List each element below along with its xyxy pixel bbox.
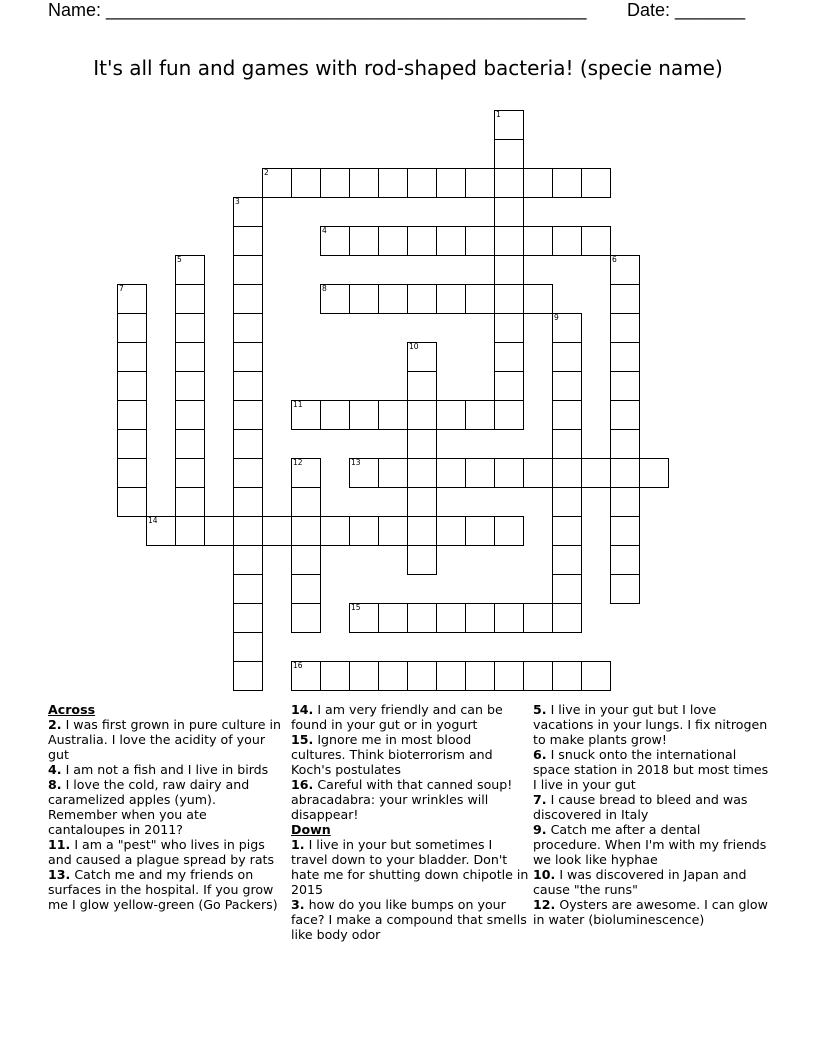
- down-clue: [533, 867, 771, 897]
- grid-cell[interactable]: [378, 284, 408, 314]
- grid-cell[interactable]: [233, 197, 263, 227]
- down-clue: [533, 897, 771, 927]
- grid-cell[interactable]: [581, 661, 611, 691]
- grid-cell[interactable]: [146, 516, 176, 546]
- grid-cell[interactable]: [175, 371, 205, 401]
- across-clue: [48, 777, 286, 837]
- grid-cell[interactable]: [349, 603, 379, 633]
- clue-text: I live in your but sometimes I travel down to your bladder. Don't hate me for shutting down chipotle in 2015: [291, 837, 529, 897]
- clue-text: I snuck onto the international space station in 2018 but most times I live in your gut: [533, 747, 769, 792]
- grid-cell[interactable]: [291, 487, 321, 517]
- grid-cell[interactable]: [465, 458, 495, 488]
- grid-cell[interactable]: [378, 226, 408, 256]
- grid-cell[interactable]: [639, 458, 669, 488]
- grid-cell[interactable]: [233, 342, 263, 372]
- grid-cell[interactable]: [610, 516, 640, 546]
- grid-cell[interactable]: [552, 458, 582, 488]
- clue-column-3: [533, 702, 771, 927]
- grid-cell[interactable]: [233, 458, 263, 488]
- grid-cell[interactable]: [552, 400, 582, 430]
- clue-text: I was first grown in pure culture in Australia. I love the acidity of your gut: [48, 717, 281, 762]
- across-clue: [48, 867, 286, 912]
- grid-cell[interactable]: [465, 516, 495, 546]
- grid-cell[interactable]: [436, 458, 466, 488]
- clue-num: 1.: [291, 837, 305, 852]
- grid-cell[interactable]: [175, 429, 205, 459]
- grid-cell[interactable]: [552, 487, 582, 517]
- clue-text: Oysters are awesome. I can glow in water (bioluminescence): [533, 897, 768, 927]
- grid-cell[interactable]: [552, 342, 582, 372]
- down-clue: [533, 792, 771, 822]
- clue-number: 13: [351, 458, 361, 467]
- grid-cell[interactable]: [117, 400, 147, 430]
- clue-number: 10: [409, 342, 419, 351]
- clue-num: 9.: [533, 822, 547, 837]
- clue-text: how do you like bumps on your face? I make a compound that smells like body odor: [291, 897, 527, 942]
- grid-cell[interactable]: [349, 226, 379, 256]
- grid-cell[interactable]: [436, 400, 466, 430]
- clue-num: 14.: [291, 702, 314, 717]
- grid-cell[interactable]: [233, 400, 263, 430]
- clue-number: 6: [612, 255, 617, 264]
- grid-cell[interactable]: [175, 284, 205, 314]
- clue-text: I am a "pest" who lives in pigs and caused a plague spread by rats: [48, 837, 275, 867]
- date-field[interactable]: Date: _______: [627, 0, 746, 20]
- grid-cell[interactable]: [378, 603, 408, 633]
- clue-num: 10.: [533, 867, 556, 882]
- clue-number: 3: [235, 197, 240, 206]
- grid-cell[interactable]: [233, 545, 263, 575]
- across-clue: [291, 777, 529, 822]
- grid-cell[interactable]: [610, 313, 640, 343]
- clue-text: Catch me after a dental procedure. When I'm with my friends we look like hyphae: [533, 822, 767, 867]
- down-clue: [533, 822, 771, 867]
- grid-cell[interactable]: [494, 226, 524, 256]
- grid-cell[interactable]: [610, 284, 640, 314]
- grid-cell[interactable]: [175, 313, 205, 343]
- grid-cell[interactable]: [552, 516, 582, 546]
- clue-text: Careful with that canned soup! abracadabra: your wrinkles will disappear!: [291, 777, 513, 822]
- clue-number: 1: [496, 110, 501, 119]
- across-clue: [291, 702, 529, 732]
- grid-cell[interactable]: [117, 458, 147, 488]
- down-heading: Down: [291, 822, 331, 837]
- clue-number: 16: [293, 661, 303, 670]
- grid-cell[interactable]: [291, 661, 321, 691]
- clue-num: 7.: [533, 792, 547, 807]
- clue-text: I cause bread to bleed and was discovered in Italy: [533, 792, 748, 822]
- grid-cell[interactable]: [494, 603, 524, 633]
- grid-cell[interactable]: [320, 516, 350, 546]
- grid-cell[interactable]: [407, 458, 437, 488]
- grid-cell[interactable]: [320, 284, 350, 314]
- down-clue: [291, 837, 529, 897]
- grid-cell[interactable]: [610, 458, 640, 488]
- grid-cell[interactable]: [117, 342, 147, 372]
- grid-cell[interactable]: [233, 429, 263, 459]
- grid-cell[interactable]: [407, 661, 437, 691]
- grid-cell[interactable]: [494, 168, 524, 198]
- grid-cell[interactable]: [407, 516, 437, 546]
- grid-cell[interactable]: [494, 255, 524, 285]
- grid-cell[interactable]: [436, 168, 466, 198]
- grid-cell[interactable]: [320, 168, 350, 198]
- grid-cell[interactable]: [610, 574, 640, 604]
- grid-cell[interactable]: [175, 255, 205, 285]
- grid-cell[interactable]: [233, 574, 263, 604]
- grid-cell[interactable]: [552, 226, 582, 256]
- grid-cell[interactable]: [349, 458, 379, 488]
- grid-cell[interactable]: [436, 603, 466, 633]
- grid-cell[interactable]: [291, 516, 321, 546]
- clue-num: 11.: [48, 837, 71, 852]
- grid-cell[interactable]: [494, 371, 524, 401]
- grid-cell[interactable]: [494, 458, 524, 488]
- grid-cell[interactable]: [233, 255, 263, 285]
- clue-number: 5: [177, 255, 182, 264]
- grid-cell[interactable]: [610, 545, 640, 575]
- grid-cell[interactable]: [494, 342, 524, 372]
- grid-cell[interactable]: [175, 342, 205, 372]
- grid-cell[interactable]: [378, 516, 408, 546]
- grid-cell[interactable]: [494, 139, 524, 169]
- clue-num: 15.: [291, 732, 314, 747]
- down-clue: [533, 702, 771, 747]
- name-field[interactable]: Name: ________________________________________________: [48, 0, 587, 20]
- grid-cell[interactable]: [117, 371, 147, 401]
- grid-cell[interactable]: [523, 603, 553, 633]
- grid-cell[interactable]: [349, 516, 379, 546]
- grid-cell[interactable]: [494, 110, 524, 140]
- clue-number: 9: [554, 313, 559, 322]
- clue-num: 6.: [533, 747, 547, 762]
- grid-cell[interactable]: [291, 458, 321, 488]
- grid-cell[interactable]: [378, 458, 408, 488]
- across-clue: [48, 762, 286, 777]
- grid-cell[interactable]: [610, 400, 640, 430]
- grid-cell[interactable]: [494, 400, 524, 430]
- grid-cell[interactable]: [465, 400, 495, 430]
- grid-cell[interactable]: [436, 516, 466, 546]
- clue-num: 16.: [291, 777, 314, 792]
- grid-cell[interactable]: [407, 603, 437, 633]
- page-title: It's all fun and games with rod-shaped bacteria! (specie name): [93, 56, 723, 80]
- grid-cell[interactable]: [436, 284, 466, 314]
- grid-cell[interactable]: [552, 545, 582, 575]
- grid-cell[interactable]: [378, 168, 408, 198]
- clue-number: 2: [264, 168, 269, 177]
- grid-cell[interactable]: [494, 284, 524, 314]
- grid-cell[interactable]: [175, 516, 205, 546]
- grid-cell[interactable]: [552, 313, 582, 343]
- grid-cell[interactable]: [407, 371, 437, 401]
- grid-cell[interactable]: [349, 168, 379, 198]
- grid-cell[interactable]: [407, 545, 437, 575]
- grid-cell[interactable]: [349, 284, 379, 314]
- grid-cell[interactable]: [233, 226, 263, 256]
- grid-cell[interactable]: [552, 371, 582, 401]
- clue-text: Catch me and my friends on surfaces in the hospital. If you grow me I glow yellow-green (Go Packers): [48, 867, 278, 912]
- grid-cell[interactable]: [610, 429, 640, 459]
- clue-num: 3.: [291, 897, 305, 912]
- grid-cell[interactable]: [494, 313, 524, 343]
- grid-cell[interactable]: [378, 400, 408, 430]
- grid-cell[interactable]: [552, 574, 582, 604]
- grid-cell[interactable]: [291, 603, 321, 633]
- grid-cell[interactable]: [233, 487, 263, 517]
- clue-number: 14: [148, 516, 158, 525]
- grid-cell[interactable]: [552, 603, 582, 633]
- grid-cell[interactable]: [465, 603, 495, 633]
- clue-number: 15: [351, 603, 361, 612]
- grid-cell[interactable]: [610, 255, 640, 285]
- grid-cell[interactable]: [407, 429, 437, 459]
- grid-cell[interactable]: [117, 487, 147, 517]
- grid-cell[interactable]: [175, 458, 205, 488]
- grid-cell[interactable]: [494, 197, 524, 227]
- grid-cell[interactable]: [117, 284, 147, 314]
- grid-cell[interactable]: [233, 371, 263, 401]
- grid-cell[interactable]: [523, 661, 553, 691]
- grid-cell[interactable]: [233, 313, 263, 343]
- grid-cell[interactable]: [233, 284, 263, 314]
- clue-text: Ignore me in most blood cultures. Think bioterrorism and Koch's postulates: [291, 732, 493, 777]
- clue-number: 11: [293, 400, 303, 409]
- grid-cell[interactable]: [204, 516, 234, 546]
- clue-text: I am not a fish and I live in birds: [61, 762, 269, 777]
- grid-cell[interactable]: [407, 342, 437, 372]
- clue-num: 2.: [48, 717, 62, 732]
- grid-cell[interactable]: [610, 487, 640, 517]
- across-clue: [48, 837, 286, 867]
- grid-cell[interactable]: [349, 400, 379, 430]
- down-clue: [533, 747, 771, 792]
- grid-cell[interactable]: [175, 400, 205, 430]
- grid-cell[interactable]: [494, 661, 524, 691]
- clue-num: 4.: [48, 762, 62, 777]
- grid-cell[interactable]: [291, 400, 321, 430]
- grid-cell[interactable]: [465, 226, 495, 256]
- grid-cell[interactable]: [436, 226, 466, 256]
- grid-cell[interactable]: [610, 342, 640, 372]
- grid-cell[interactable]: [436, 661, 466, 691]
- clue-number: 7: [119, 284, 124, 293]
- clue-num: 8.: [48, 777, 62, 792]
- grid-cell[interactable]: [117, 313, 147, 343]
- grid-cell[interactable]: [581, 226, 611, 256]
- grid-cell[interactable]: [610, 371, 640, 401]
- grid-cell[interactable]: [407, 400, 437, 430]
- clue-num: 13.: [48, 867, 71, 882]
- grid-cell[interactable]: [320, 661, 350, 691]
- grid-cell[interactable]: [407, 487, 437, 517]
- clue-number: 12: [293, 458, 303, 467]
- clue-column-2: [291, 702, 529, 942]
- across-clue: [48, 717, 286, 762]
- grid-cell[interactable]: [523, 226, 553, 256]
- grid-cell[interactable]: [407, 284, 437, 314]
- grid-cell[interactable]: [552, 429, 582, 459]
- grid-cell[interactable]: [320, 226, 350, 256]
- grid-cell[interactable]: [233, 632, 263, 662]
- clue-text: I am very friendly and can be found in your gut or in yogurt: [291, 702, 503, 732]
- across-heading: Across: [48, 702, 96, 717]
- clue-number: 8: [322, 284, 327, 293]
- grid-cell[interactable]: [523, 284, 553, 314]
- clue-column-1: [48, 702, 286, 912]
- grid-cell[interactable]: [262, 168, 292, 198]
- grid-cell[interactable]: [407, 168, 437, 198]
- clue-num: 5.: [533, 702, 547, 717]
- grid-cell[interactable]: [407, 226, 437, 256]
- across-clue: [291, 732, 529, 777]
- clue-text: I live in your gut but I love vacations in your lungs. I fix nitrogen to make plants grow!: [533, 702, 768, 747]
- grid-cell[interactable]: [523, 168, 553, 198]
- grid-cell[interactable]: [581, 168, 611, 198]
- grid-cell[interactable]: [581, 458, 611, 488]
- grid-cell[interactable]: [465, 661, 495, 691]
- grid-cell[interactable]: [233, 516, 263, 546]
- grid-cell[interactable]: [378, 661, 408, 691]
- grid-cell[interactable]: [291, 545, 321, 575]
- clue-num: 12.: [533, 897, 556, 912]
- clue-text: I was discovered in Japan and cause "the runs": [533, 867, 747, 897]
- grid-cell[interactable]: [320, 400, 350, 430]
- grid-cell[interactable]: [465, 168, 495, 198]
- grid-cell[interactable]: [349, 661, 379, 691]
- grid-cell[interactable]: [291, 168, 321, 198]
- grid-cell[interactable]: [465, 284, 495, 314]
- grid-cell[interactable]: [233, 603, 263, 633]
- clue-text: I love the cold, raw dairy and caramelized apples (yum). Remember when you ate cantaloupes in 2011?: [48, 777, 250, 837]
- clue-number: 4: [322, 226, 327, 235]
- grid-cell[interactable]: [175, 487, 205, 517]
- grid-cell[interactable]: [552, 661, 582, 691]
- grid-cell[interactable]: [262, 516, 292, 546]
- grid-cell[interactable]: [523, 458, 553, 488]
- grid-cell[interactable]: [494, 516, 524, 546]
- grid-cell[interactable]: [291, 574, 321, 604]
- down-clue: [291, 897, 529, 942]
- grid-cell[interactable]: [117, 429, 147, 459]
- grid-cell[interactable]: [233, 661, 263, 691]
- grid-cell[interactable]: [552, 168, 582, 198]
